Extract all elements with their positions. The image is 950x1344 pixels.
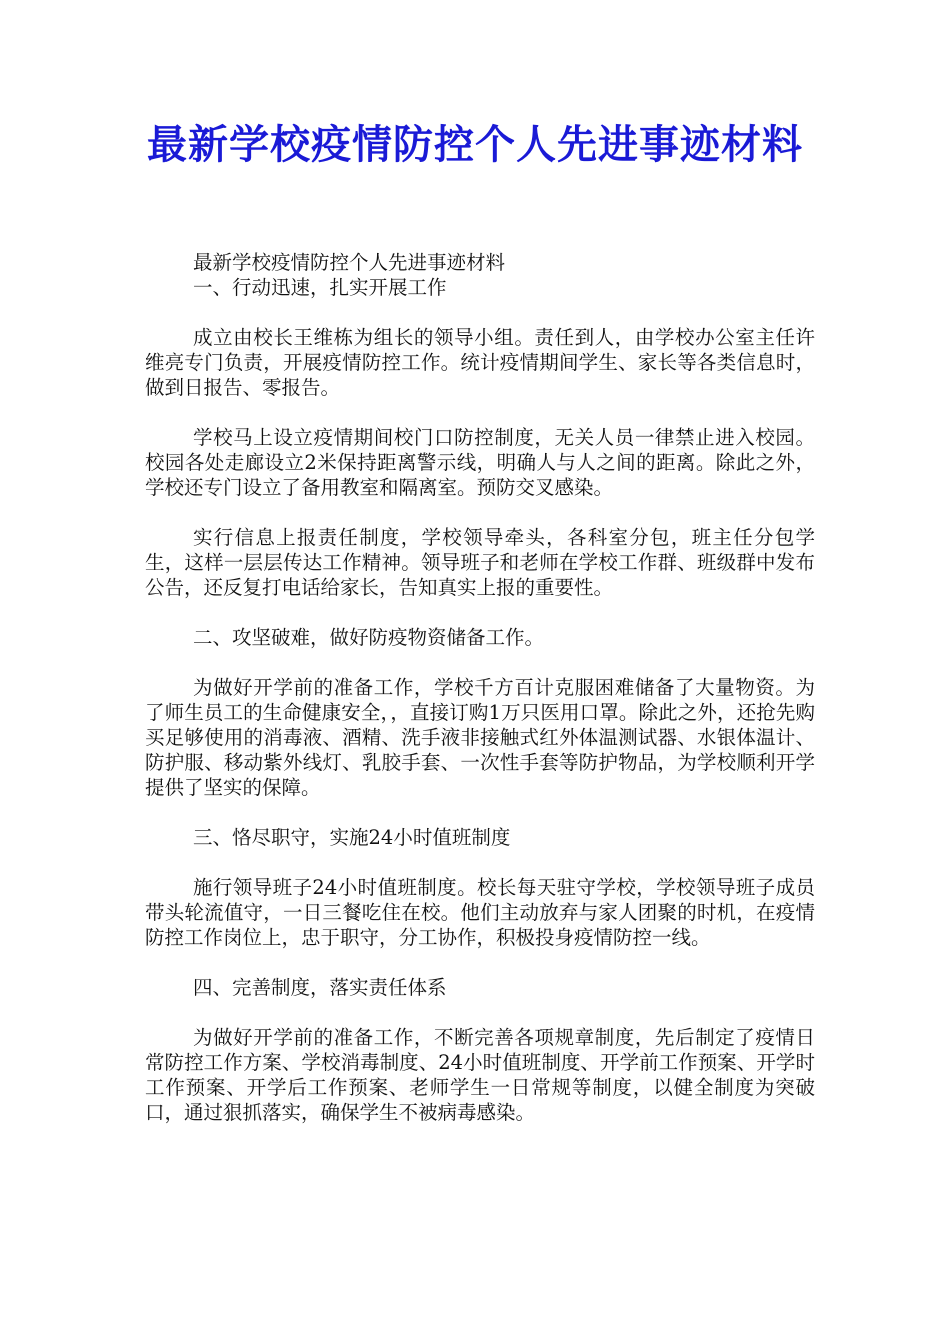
- paragraph-4: 为做好开学前的准备工作，学校千方百计克服困难储备了大量物资。为了师生员工的生命健康安全，，直接订购1万只医用口罩。除此之外，还抢先购买足够使用的消毒液、酒精、洗手液非接触式红外体温测试器、水银体温计、防护服、移动紫外线灯、乳胶手套、一次性手套等防护物品，为学校顺利开学提供了坚实的保障。: [145, 676, 815, 799]
- spacer: [145, 600, 815, 625]
- spacer: [145, 800, 815, 825]
- section-heading-3: 三、恪尽职守，实施24小时值班制度: [193, 826, 511, 849]
- spacer: [145, 1000, 815, 1025]
- paragraph-2: 学校马上设立疫情期间校门口防控制度，无关人员一律禁止进入校园。校园各处走廊设立2米保持距离警示线，明确人与人之间的距离。除此之外，学校还专门设立了备用教室和隔离室。预防交叉感染。: [145, 426, 815, 499]
- spacer: [145, 400, 815, 425]
- spacer: [145, 500, 815, 525]
- paragraph-6: 为做好开学前的准备工作，不断完善各项规章制度，先后制定了疫情日常防控工作方案、学校消毒制度、24小时值班制度、开学前工作预案、开学时工作预案、开学后工作预案、老师学生一日常规等制度，以健全制度为突破口，通过狠抓落实，确保学生不被病毒感染。: [145, 1026, 815, 1124]
- paragraph-5: 施行领导班子24小时值班制度。校长每天驻守学校，学校领导班子成员带头轮流值守，一日三餐吃住在校。他们主动放弃与家人团聚的时机，在疫情防控工作岗位上，忠于职守，分工协作，积极投身疫情防控一线。: [145, 876, 815, 949]
- paragraph-1: 成立由校长王维栋为组长的领导小组。责任到人，由学校办公室主任许维亮专门负责，开展疫情防控工作。统计疫情期间学生、家长等各类信息时，做到日报告、零报告。: [145, 326, 815, 399]
- document-subtitle: 最新学校疫情防控个人先进事迹材料: [193, 251, 506, 274]
- spacer: [145, 950, 815, 975]
- spacer: [145, 850, 815, 875]
- spacer: [145, 300, 815, 325]
- section-heading-1: 一、行动迅速，扎实开展工作: [193, 276, 447, 299]
- paragraph-3: 实行信息上报责任制度，学校领导牵头，各科室分包，班主任分包学生，这样一层层传达工作精神。领导班子和老师在学校工作群、班级群中发布公告，还反复打电话给家长，告知真实上报的重要性。: [145, 526, 815, 599]
- section-heading-4: 四、完善制度，落实责任体系: [193, 976, 447, 999]
- section-heading-2: 二、攻坚破难，做好防疫物资储备工作。: [193, 626, 545, 649]
- spacer: [145, 650, 815, 675]
- document-title: 最新学校疫情防控个人先进事迹材料: [147, 122, 803, 168]
- document-body: [145, 250, 815, 1125]
